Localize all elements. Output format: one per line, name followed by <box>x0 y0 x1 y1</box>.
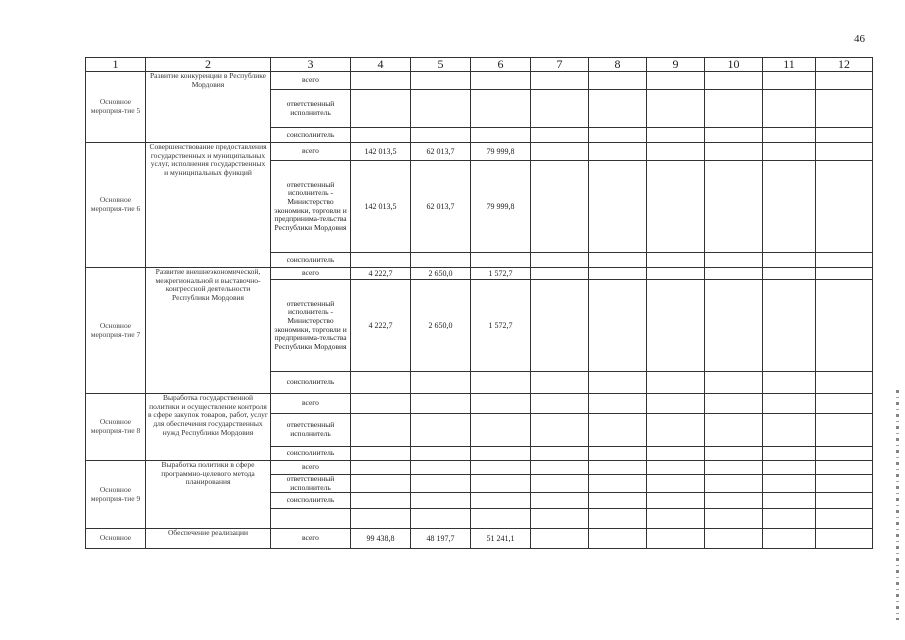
empty-cell <box>763 394 816 414</box>
amount-cell <box>351 90 411 128</box>
empty-cell <box>705 414 763 447</box>
amount-cell: 62 013,7 <box>411 161 471 253</box>
amount-cell <box>471 90 531 128</box>
amount-cell <box>411 128 471 143</box>
amount-cell <box>471 394 531 414</box>
empty-cell <box>647 529 705 549</box>
executor-cell: соисполнитель <box>271 253 351 268</box>
empty-cell <box>589 529 647 549</box>
empty-cell <box>705 143 763 161</box>
table-row <box>86 268 873 280</box>
amount-cell <box>471 414 531 447</box>
empty-cell <box>705 128 763 143</box>
amount-cell <box>471 372 531 394</box>
empty-cell <box>763 372 816 394</box>
empty-cell <box>763 461 816 475</box>
col-header: 5 <box>411 58 471 72</box>
empty-cell <box>647 414 705 447</box>
executor-cell: ответственный исполнитель <box>271 414 351 447</box>
col-header: 11 <box>763 58 816 72</box>
event-description-cell: Совершенствование предоставления государственных и муниципальных услуг, исполнения государственных и муниципальных функций <box>146 143 271 268</box>
event-description-cell: Обеспечение реализации <box>146 529 271 549</box>
empty-cell <box>763 529 816 549</box>
amount-cell: 142 013,5 <box>351 161 411 253</box>
empty-cell <box>647 461 705 475</box>
empty-cell <box>705 509 763 529</box>
empty-cell <box>816 253 873 268</box>
empty-cell <box>705 475 763 493</box>
empty-cell <box>647 128 705 143</box>
empty-cell <box>531 475 589 493</box>
amount-cell <box>351 509 411 529</box>
amount-cell <box>351 447 411 461</box>
amount-cell: 4 222,7 <box>351 268 411 280</box>
amount-cell: 4 222,7 <box>351 280 411 372</box>
amount-cell: 79 999,8 <box>471 143 531 161</box>
col-header: 12 <box>816 58 873 72</box>
empty-cell <box>816 475 873 493</box>
empty-cell <box>589 161 647 253</box>
empty-cell <box>531 414 589 447</box>
empty-cell <box>647 90 705 128</box>
amount-cell <box>471 447 531 461</box>
table-body <box>86 58 873 549</box>
amount-cell <box>471 253 531 268</box>
amount-cell <box>351 475 411 493</box>
executor-cell: ответственный исполнитель - Министерство экономики, торговли и предпринима-тельства Республики Мордовия <box>271 161 351 253</box>
header-row <box>86 58 873 72</box>
empty-cell <box>531 280 589 372</box>
empty-cell <box>647 394 705 414</box>
amount-cell <box>471 475 531 493</box>
empty-cell <box>647 447 705 461</box>
amount-cell: 99 438,8 <box>351 529 411 549</box>
empty-cell <box>647 475 705 493</box>
amount-cell: 2 650,0 <box>411 268 471 280</box>
empty-cell <box>705 161 763 253</box>
amount-cell: 1 572,7 <box>471 280 531 372</box>
executor-cell: соисполнитель <box>271 372 351 394</box>
event-name-cell: Основное мероприя-тие 9 <box>86 461 146 529</box>
amount-cell <box>471 509 531 529</box>
amount-cell <box>351 461 411 475</box>
amount-cell <box>351 493 411 509</box>
empty-cell <box>647 161 705 253</box>
empty-cell <box>816 461 873 475</box>
amount-cell <box>411 475 471 493</box>
empty-cell <box>763 447 816 461</box>
empty-cell <box>763 509 816 529</box>
empty-cell <box>531 461 589 475</box>
page-number: 46 <box>854 33 865 45</box>
empty-cell <box>531 268 589 280</box>
amount-cell <box>351 253 411 268</box>
empty-cell <box>589 475 647 493</box>
empty-cell <box>531 394 589 414</box>
empty-cell <box>816 72 873 90</box>
empty-cell <box>647 372 705 394</box>
table-row <box>86 461 873 475</box>
empty-cell <box>816 161 873 253</box>
empty-cell <box>705 394 763 414</box>
event-description-cell: Развитие конкуренции в Республике Мордовия <box>146 72 271 143</box>
executor-cell: соисполнитель <box>271 447 351 461</box>
col-header: 3 <box>271 58 351 72</box>
empty-cell <box>531 509 589 529</box>
event-name-cell: Основное мероприя-тие 5 <box>86 72 146 143</box>
empty-cell <box>763 268 816 280</box>
empty-cell <box>763 493 816 509</box>
empty-cell <box>589 394 647 414</box>
empty-cell <box>816 143 873 161</box>
empty-cell <box>531 72 589 90</box>
event-description-cell: Выработка политики в сфере программно-целевого метода планирования <box>146 461 271 529</box>
executor-cell: всего <box>271 143 351 161</box>
amount-cell <box>411 461 471 475</box>
empty-cell <box>705 90 763 128</box>
amount-cell: 1 572,7 <box>471 268 531 280</box>
empty-cell <box>531 128 589 143</box>
executor-cell: соисполнитель <box>271 493 351 509</box>
empty-cell <box>531 493 589 509</box>
amount-cell <box>351 72 411 90</box>
amount-cell <box>411 72 471 90</box>
executor-cell: всего <box>271 72 351 90</box>
empty-cell <box>816 447 873 461</box>
empty-cell <box>647 509 705 529</box>
empty-cell <box>705 372 763 394</box>
amount-cell <box>471 72 531 90</box>
executor-cell: ответственный исполнитель <box>271 90 351 128</box>
col-header: 4 <box>351 58 411 72</box>
executor-cell: ответственный исполнитель <box>271 475 351 493</box>
event-description-cell: Развитие внешнеэкономической, межрегиональной и выставочно-конгрессной деятельности Республики Мордовия <box>146 268 271 394</box>
budget-table <box>85 57 873 549</box>
empty-cell <box>816 268 873 280</box>
empty-cell <box>589 72 647 90</box>
empty-cell <box>763 72 816 90</box>
amount-cell <box>351 394 411 414</box>
col-header: 9 <box>647 58 705 72</box>
table-row <box>86 394 873 414</box>
empty-cell <box>589 461 647 475</box>
amount-cell: 142 013,5 <box>351 143 411 161</box>
empty-cell <box>647 143 705 161</box>
amount-cell <box>411 394 471 414</box>
empty-cell <box>763 90 816 128</box>
event-name-cell: Основное мероприя-тие 6 <box>86 143 146 268</box>
executor-cell: всего <box>271 394 351 414</box>
empty-cell <box>647 72 705 90</box>
empty-cell <box>816 90 873 128</box>
amount-cell <box>411 253 471 268</box>
empty-cell <box>763 128 816 143</box>
empty-cell <box>763 414 816 447</box>
empty-cell <box>816 372 873 394</box>
amount-cell: 48 197,7 <box>411 529 471 549</box>
empty-cell <box>589 414 647 447</box>
amount-cell <box>411 447 471 461</box>
col-header: 1 <box>86 58 146 72</box>
empty-cell <box>531 161 589 253</box>
empty-cell <box>763 143 816 161</box>
empty-cell <box>589 268 647 280</box>
empty-cell <box>816 529 873 549</box>
executor-cell: всего <box>271 529 351 549</box>
amount-cell <box>411 372 471 394</box>
amount-cell: 62 013,7 <box>411 143 471 161</box>
amount-cell <box>471 493 531 509</box>
empty-cell <box>705 529 763 549</box>
col-header: 7 <box>531 58 589 72</box>
amount-cell <box>411 414 471 447</box>
empty-cell <box>589 128 647 143</box>
empty-cell <box>816 509 873 529</box>
executor-cell: всего <box>271 461 351 475</box>
empty-cell <box>705 268 763 280</box>
empty-cell <box>705 280 763 372</box>
empty-cell <box>589 372 647 394</box>
empty-cell <box>763 253 816 268</box>
empty-cell <box>647 253 705 268</box>
empty-cell <box>589 280 647 372</box>
amount-cell <box>351 372 411 394</box>
amount-cell <box>411 90 471 128</box>
empty-cell <box>816 280 873 372</box>
empty-cell <box>647 493 705 509</box>
empty-cell <box>705 461 763 475</box>
col-header: 10 <box>705 58 763 72</box>
empty-cell <box>705 447 763 461</box>
empty-cell <box>589 509 647 529</box>
executor-cell <box>271 509 351 529</box>
amount-cell <box>351 128 411 143</box>
empty-cell <box>705 253 763 268</box>
event-description-cell: Выработка государственной политики и осуществление контроля в сфере закупок товаров, работ, услуг для обеспечения государственных нужд Республики Мордовия <box>146 394 271 461</box>
empty-cell <box>816 493 873 509</box>
event-name-cell: Основное мероприя-тие 7 <box>86 268 146 394</box>
empty-cell <box>589 143 647 161</box>
empty-cell <box>816 128 873 143</box>
empty-cell <box>589 493 647 509</box>
empty-cell <box>763 280 816 372</box>
empty-cell <box>531 529 589 549</box>
empty-cell <box>816 414 873 447</box>
amount-cell <box>411 509 471 529</box>
event-name-cell: Основное <box>86 529 146 549</box>
empty-cell <box>589 253 647 268</box>
empty-cell <box>816 394 873 414</box>
amount-cell <box>351 414 411 447</box>
amount-cell: 79 999,8 <box>471 161 531 253</box>
col-header: 2 <box>146 58 271 72</box>
empty-cell <box>531 253 589 268</box>
scan-artifact <box>896 390 899 620</box>
empty-cell <box>705 72 763 90</box>
empty-cell <box>589 447 647 461</box>
empty-cell <box>647 280 705 372</box>
executor-cell: всего <box>271 268 351 280</box>
empty-cell <box>531 90 589 128</box>
empty-cell <box>531 447 589 461</box>
empty-cell <box>705 493 763 509</box>
empty-cell <box>763 475 816 493</box>
col-header: 6 <box>471 58 531 72</box>
executor-cell: соисполнитель <box>271 128 351 143</box>
empty-cell <box>531 143 589 161</box>
empty-cell <box>763 161 816 253</box>
amount-cell: 2 650,0 <box>411 280 471 372</box>
executor-cell: ответственный исполнитель - Министерство экономики, торговли и предпринима-тельства Республики Мордовия <box>271 280 351 372</box>
empty-cell <box>531 372 589 394</box>
empty-cell <box>589 90 647 128</box>
amount-cell <box>411 493 471 509</box>
table-row <box>86 72 873 90</box>
amount-cell: 51 241,1 <box>471 529 531 549</box>
table-row <box>86 143 873 161</box>
table-row <box>86 529 873 549</box>
amount-cell <box>471 461 531 475</box>
col-header: 8 <box>589 58 647 72</box>
amount-cell <box>471 128 531 143</box>
event-name-cell: Основное мероприя-тие 8 <box>86 394 146 461</box>
empty-cell <box>647 268 705 280</box>
